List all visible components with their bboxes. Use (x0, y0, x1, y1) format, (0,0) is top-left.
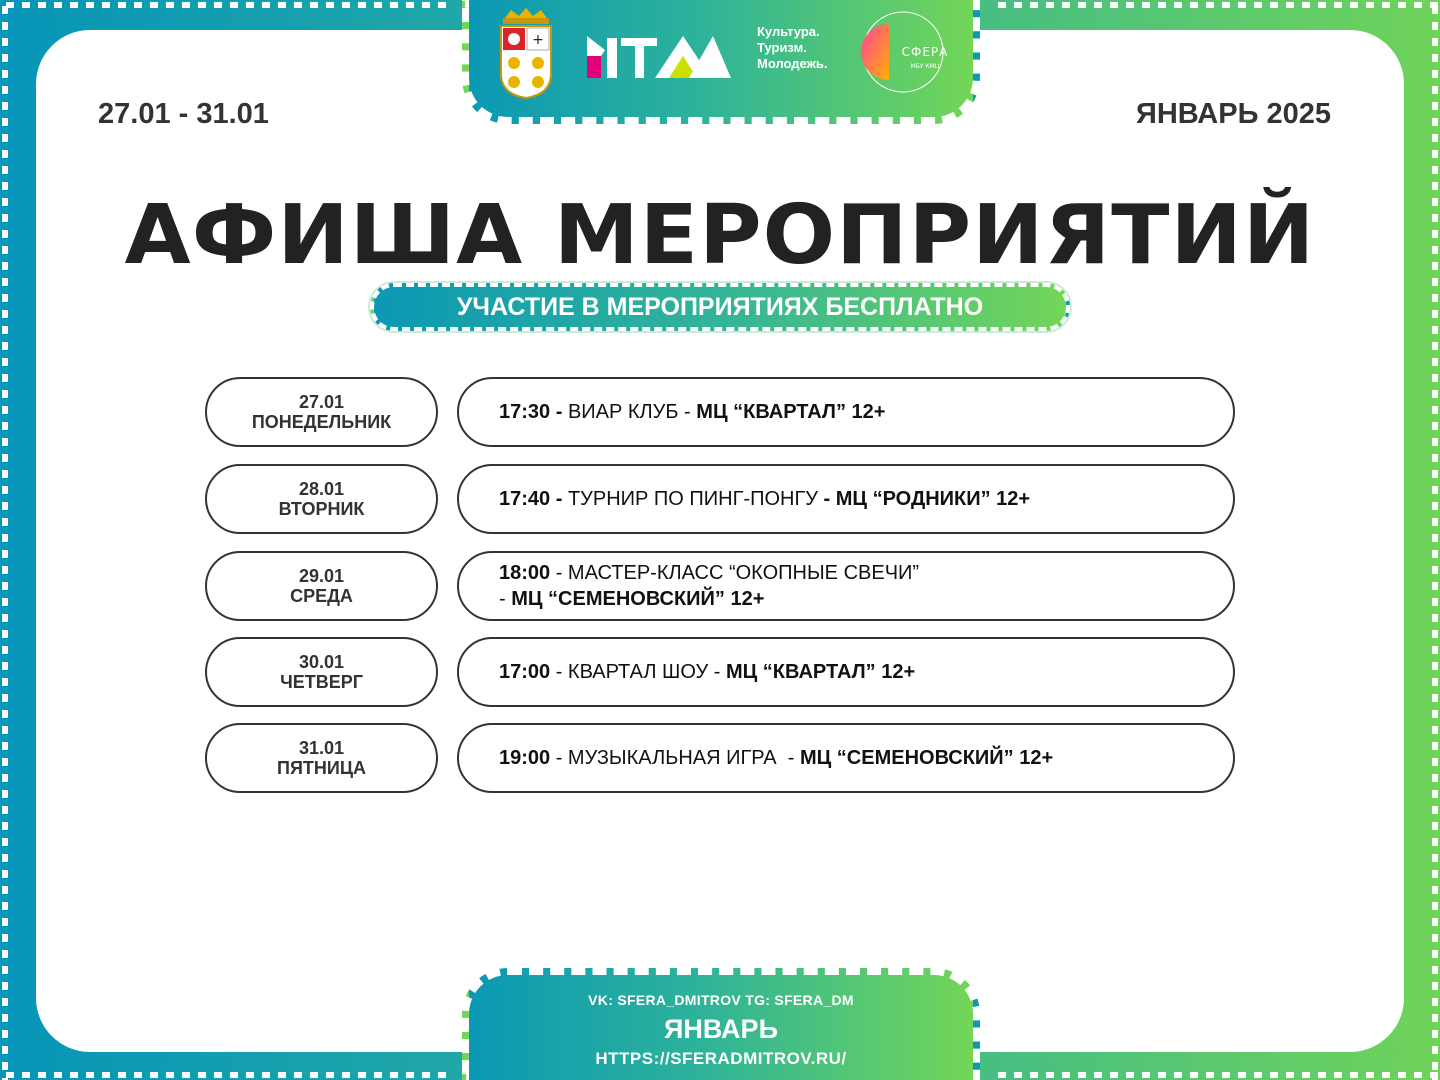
event-day-pill (205, 723, 438, 793)
event-row (205, 637, 1235, 707)
main-card (36, 30, 1404, 1052)
date-range: 27.01 - 31.01 (98, 98, 269, 130)
event-date: 27.01 (298, 392, 345, 412)
event-text-bold: 19:00 (499, 747, 551, 769)
event-text: - МАСТЕР-КЛАСС “ОКОПНЫЕ СВЕЧИ” (550, 562, 920, 584)
event-text: - МУЗЫКАЛЬНАЯ ИГРА - (550, 747, 800, 769)
footer-month: ЯНВАРЬ (664, 1014, 778, 1044)
sfera-sublabel: МБУ КМЦ (910, 63, 940, 70)
event-row (205, 551, 1235, 621)
event-line (499, 586, 1233, 612)
btm-logo-icon (585, 30, 735, 80)
event-details-pill (457, 464, 1235, 534)
event-text: - КВАРТАЛ ШОУ - (550, 661, 726, 683)
event-weekday: ПЯТНИЦА (277, 758, 366, 778)
brand-text (757, 24, 827, 72)
event-line (499, 486, 1233, 512)
header-logo-tab (462, 0, 980, 124)
page-title: АФИША МЕРОПРИЯТИЙ (124, 188, 1316, 283)
brand-line-culture: Культура. (757, 24, 820, 39)
event-text-bold: 17:30 - (499, 401, 568, 423)
event-details-pill (457, 551, 1235, 621)
event-line (499, 560, 1233, 586)
event-weekday: ЧЕТВЕРГ (280, 672, 363, 692)
free-participation-badge: УЧАСТИЕ В МЕРОПРИЯТИЯХ БЕСПЛАТНО (370, 283, 1070, 331)
footer-tab (462, 968, 980, 1080)
event-date: 29.01 (298, 566, 345, 586)
brand-line-youth: Молодежь. (757, 56, 828, 71)
event-date: 31.01 (298, 738, 345, 758)
event-weekday: ПОНЕДЕЛЬНИК (251, 412, 392, 432)
event-text: - (499, 588, 512, 610)
event-text-bold: 18:00 (499, 562, 551, 584)
footer-social: VK: SFERA_DMITROV TG: SFERA_DM (588, 992, 854, 1008)
svg-text:+: + (532, 32, 544, 48)
event-line (499, 659, 1233, 685)
coat-of-arms-icon (497, 8, 555, 100)
event-text-bold: МЦ “КВАРТАЛ” 12+ (725, 661, 916, 683)
footer-url[interactable]: HTTPS://SFERADMITROV.RU/ (595, 1049, 847, 1068)
event-details-pill (457, 723, 1235, 793)
event-row (205, 723, 1235, 793)
brand-line-tourism: Туризм. (757, 40, 807, 55)
event-weekday: СРЕДА (290, 586, 353, 606)
event-day-pill (205, 464, 438, 534)
event-date: 28.01 (298, 479, 345, 499)
event-text-bold: МЦ “СЕМЕНОВСКИЙ” 12+ (799, 747, 1054, 769)
event-text-bold: - МЦ “РОДНИКИ” 12+ (818, 488, 1031, 510)
event-text-bold: МЦ “СЕМЕНОВСКИЙ” 12+ (511, 588, 765, 610)
event-day-pill (205, 637, 438, 707)
event-row (205, 377, 1235, 447)
event-day-pill (205, 551, 438, 621)
event-text-bold: МЦ “КВАРТАЛ” 12+ (696, 401, 886, 423)
event-text: ВИАР КЛУБ - (567, 401, 697, 423)
event-line (499, 745, 1233, 771)
event-line (499, 399, 1233, 425)
event-details-pill (457, 637, 1235, 707)
event-row (205, 464, 1235, 534)
event-text: ТУРНИР ПО ПИНГ-ПОНГУ (567, 488, 818, 510)
event-text-bold: 17:00 (499, 661, 551, 683)
sfera-label: СФЕРА (901, 45, 949, 59)
event-date: 30.01 (298, 652, 345, 672)
month-year: ЯНВАРЬ 2025 (1136, 98, 1331, 130)
event-details-pill (457, 377, 1235, 447)
event-day-pill (205, 377, 438, 447)
event-weekday: ВТОРНИК (278, 499, 365, 519)
sfera-logo-icon (859, 10, 959, 100)
event-text-bold: 17:40 - (499, 488, 568, 510)
